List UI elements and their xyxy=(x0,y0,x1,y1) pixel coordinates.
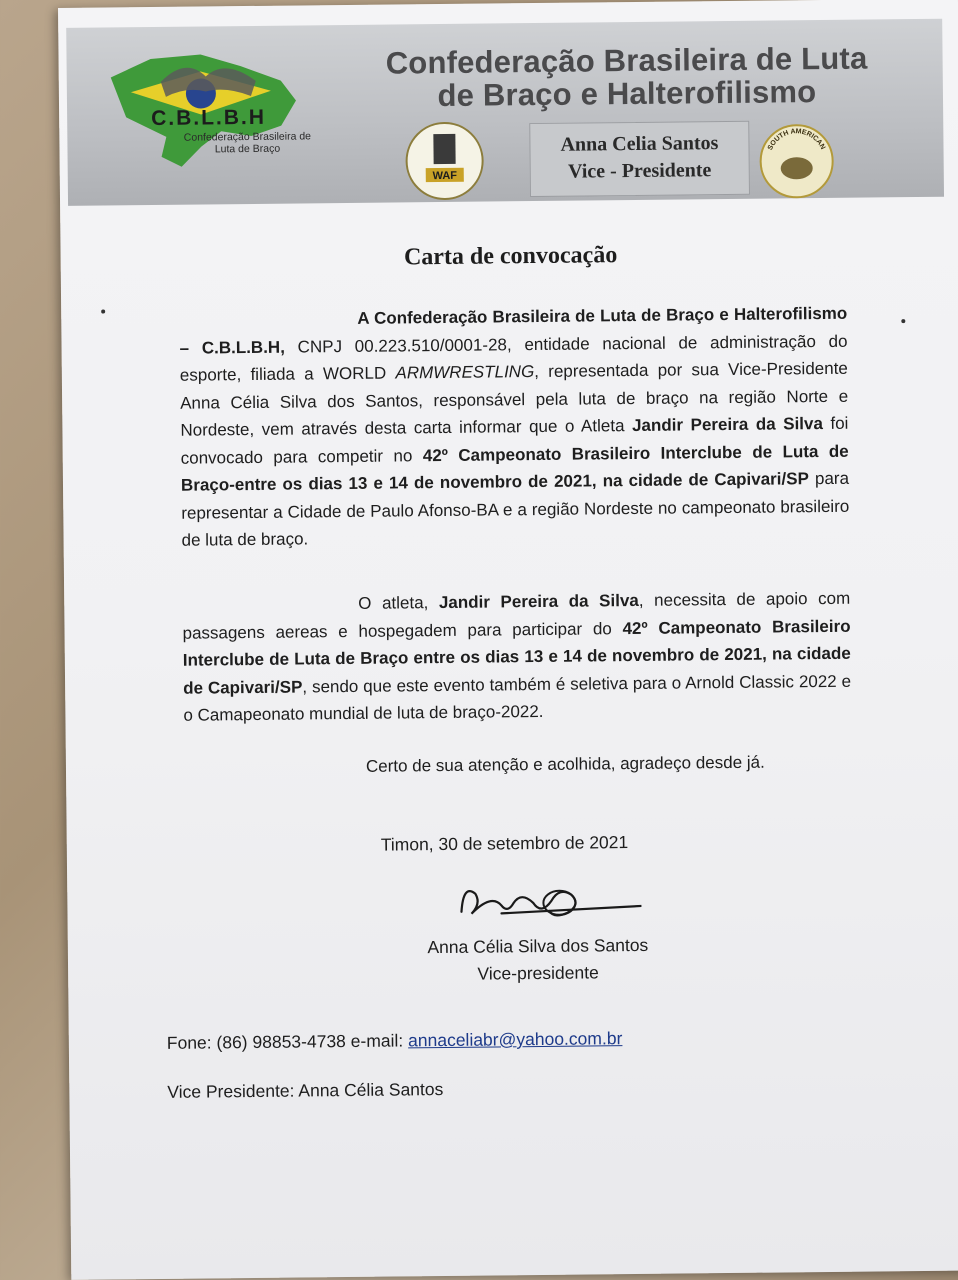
logo-acronym: C.B.L.B.H xyxy=(151,105,267,131)
waf-logo-text: WAF xyxy=(432,169,458,183)
p1-org-name: A Confederação Brasileira de Luta de Braço e Halterofilismo – C.B.L.B.H, xyxy=(179,303,848,358)
p2-event: 42º Campeonato Brasileiro Interclube de Luta de Braço entre os dias 13 e 14 de novembro de 2021, na cidade de Capivari/SP xyxy=(182,616,851,698)
indent-spacer xyxy=(182,609,358,611)
p1-text-d: para representar a Cidade de Paulo Afonso-BA e a região Nordeste no campeonato brasileiro de luta de braço. xyxy=(181,468,850,550)
p2-text-a: O atleta, xyxy=(358,593,440,613)
indent-spacer xyxy=(179,324,357,326)
p2-text-c: , sendo que este evento também é seletiva para o Arnold Classic 2022 e o Camapeonato mundial de luta de braço-2022. xyxy=(183,671,852,725)
ink-dot xyxy=(901,319,905,323)
p1-text-b: , representada por sua Vice-Presidente Anna Célia Silva dos Santos, responsável pela luta de braço na região Norte e Nordeste, vem através desta carta informar que o Atleta xyxy=(180,358,849,440)
logo-subtitle-line1: Confederação Brasileira de xyxy=(183,130,312,144)
waf-logo-icon xyxy=(403,120,486,203)
paragraph-3: Certo de sua atenção e acolhida, agradeço desde já. xyxy=(365,752,765,776)
p2-text-b: , necessita de apoio com passagens aereas e hospegadem para participar do xyxy=(182,588,851,643)
p2-athlete: Jandir Pereira da Silva xyxy=(438,590,639,613)
vp-title: Vice - Presidente xyxy=(567,159,712,183)
signer-name: Anna Célia Silva dos Santos xyxy=(427,934,649,958)
south-american-logo-icon xyxy=(757,122,836,201)
logo-subtitle-line2: Luta de Braço xyxy=(214,142,281,156)
contact-phone: Fone: (86) 98853-4738 e-mail: xyxy=(166,1030,409,1053)
south-american-logo-text: SOUTH AMERICAN xyxy=(766,128,827,152)
logo-subtitle xyxy=(167,130,327,156)
letterhead xyxy=(66,19,944,206)
p1-text-a: CNPJ 00.223.510/0001-28, entidade nacional de administração do esporte, filiada a WORLD xyxy=(179,331,848,385)
footer-vp: Vice Presidente: Anna Célia Santos xyxy=(167,1079,444,1102)
place-date: Timon, 30 de setembro de 2021 xyxy=(380,832,629,855)
email-link[interactable]: annaceliabr@yahoo.com.br xyxy=(407,1028,623,1051)
contact-line xyxy=(167,1028,623,1054)
signature-icon xyxy=(441,872,642,934)
signer-block xyxy=(368,931,709,989)
vp-name: Anna Celia Santos xyxy=(560,132,719,156)
p1-athlete: Jandir Pereira da Silva xyxy=(631,414,823,436)
p1-text-c: foi convocado para competir no xyxy=(180,413,849,468)
signer-title: Vice-presidente xyxy=(477,962,599,984)
org-title-line2: de Braço e Halterofilismo xyxy=(437,74,817,114)
org-title xyxy=(316,41,937,113)
ink-dot xyxy=(101,310,105,314)
p1-armwrestling: ARMWRESTLING xyxy=(395,362,535,383)
paragraph-2 xyxy=(182,585,851,729)
org-title-line1: Confederação Brasileira de Luta xyxy=(385,40,868,81)
paragraph-1 xyxy=(179,300,850,554)
vp-box xyxy=(529,121,750,197)
p1-event: 42º Campeonato Brasileiro Interclube de Luta de Braço-entre os dias 13 e 14 de novembro de 2021, na cidade de Capivari/SP xyxy=(180,441,849,495)
document-title: Carta de convocação xyxy=(403,242,618,271)
paper-sheet xyxy=(58,0,958,1280)
